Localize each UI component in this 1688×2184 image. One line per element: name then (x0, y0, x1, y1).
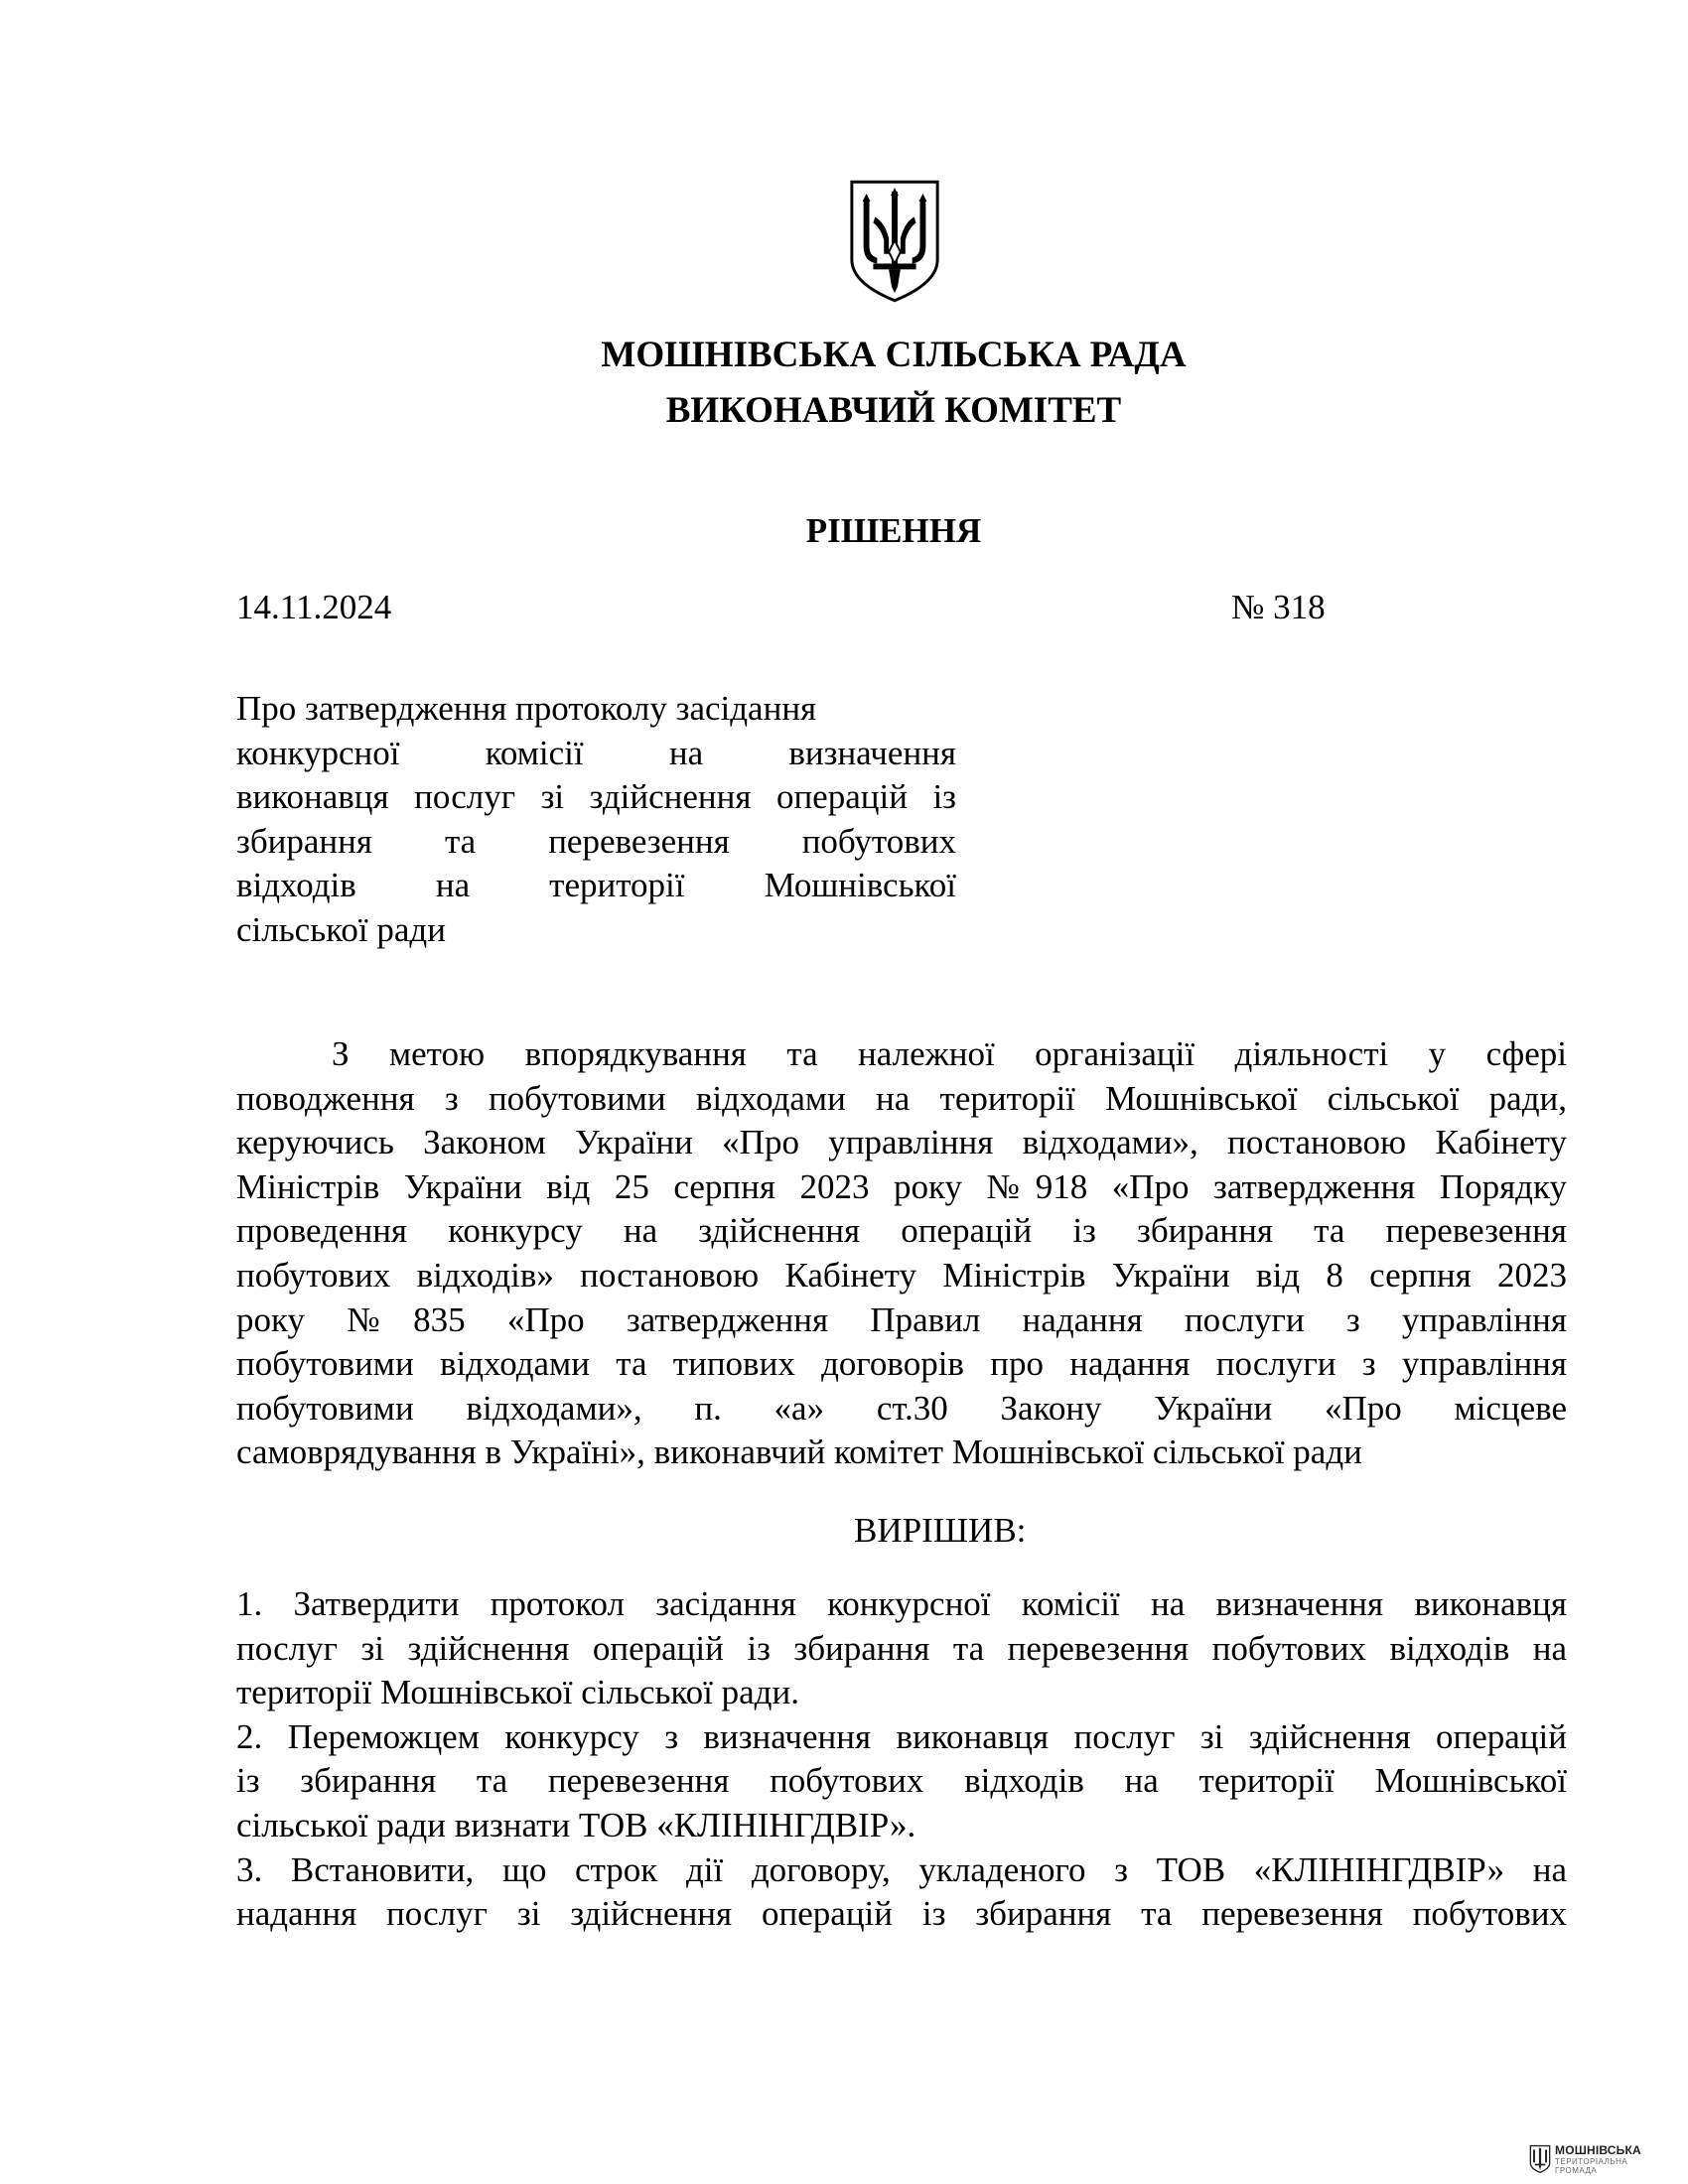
subject-line: відходів на території Мошнівської (236, 866, 956, 904)
preamble-line: побутових відходів» постановою Кабінету Міністрів України від 8 серпня 2023 (236, 1255, 1567, 1295)
preamble-line: З метою впорядкування та належної організації діяльності у сфері (332, 1034, 1567, 1073)
resolved-heading: ВИРІШИВ: (854, 1511, 1027, 1550)
preamble-line: поводження з побутовими відходами на території Мошнівської сільської ради, (236, 1078, 1567, 1118)
preamble-paragraph (236, 1032, 1567, 1475)
item-line: із збирання та перевезення побутових відходів на території Мошнівської (236, 1761, 1567, 1801)
subject-line: сільської ради (236, 909, 446, 949)
preamble-line: побутовими відходами», п. «а» ст.30 Закону України «Про місцеве (236, 1388, 1567, 1428)
decision-item-2 (236, 1715, 1567, 1848)
subject-line: конкурсної комісії на визначення (236, 733, 956, 772)
preamble-line: проведення конкурсу на здійснення операцій із збирання та перевезення (236, 1211, 1567, 1251)
community-logo (1529, 2144, 1641, 2175)
item-line: надання послуг зі здійснення операцій із збирання та перевезення побутових (236, 1894, 1567, 1934)
ukraine-trident-icon (1529, 2144, 1551, 2174)
committee-name: ВИКОНАВЧИЙ КОМІТЕТ (665, 390, 1122, 431)
preamble-line: самоврядування в Україні», виконавчий комітет Мошнівської сільської ради (236, 1433, 1362, 1472)
item-line: території Мошнівської сільської ради. (236, 1673, 799, 1712)
document-title: РІШЕННЯ (805, 511, 982, 550)
council-name: МОШНІВСЬКА СІЛЬСЬКА РАДА (601, 335, 1187, 375)
item-line: 2. Переможцем конкурсу з визначення виконавця послуг зі здійснення операцій (236, 1716, 1567, 1756)
logo-name: МОШНІВСЬКА (1555, 2143, 1641, 2157)
ukraine-trident-icon (846, 177, 943, 306)
preamble-line: року №835 «Про затвердження Правил надання послуги з управління (236, 1299, 1567, 1339)
preamble-line: побутовими відходами та типових договорів про надання послуги з управління (236, 1344, 1567, 1384)
preamble-line: керуючись Законом України «Про управління відходами», постановою Кабінету (236, 1123, 1567, 1162)
subject-block (236, 687, 956, 952)
logo-subtitle: ГРОМАДА (1555, 2166, 1598, 2175)
item-line: сільської ради визнати ТОВ «КЛІНІНГДВІР». (236, 1805, 916, 1844)
subject-line: Про затвердження протоколу засідання (236, 689, 817, 728)
subject-line: збирання та перевезення побутових (236, 821, 956, 861)
decision-item-3 (236, 1848, 1567, 1937)
document-number: № 318 (1231, 588, 1326, 626)
item-line: 1. Затвердити протокол засідання конкурсної комісії на визначення виконавця (236, 1584, 1567, 1623)
decision-item-1 (236, 1582, 1567, 1715)
document-date: 14.11.2024 (236, 588, 392, 626)
preamble-line: Міністрів України від 25 серпня 2023 року №918 «Про затвердження Порядку (236, 1166, 1567, 1206)
item-line: послуг зі здійснення операцій із збирання та перевезення побутових відходів на (236, 1628, 1567, 1668)
item-line: 3. Встановити, що строк дії договору, укладеного з ТОВ «КЛІНІНГДВІР» на (236, 1849, 1567, 1889)
subject-line: виконавця послуг зі здійснення операцій із (236, 777, 956, 816)
council-header (0, 328, 1688, 439)
logo-subtitle: ТЕРИТОРІАЛЬНА (1555, 2157, 1628, 2166)
decision-items (236, 1582, 1567, 1937)
